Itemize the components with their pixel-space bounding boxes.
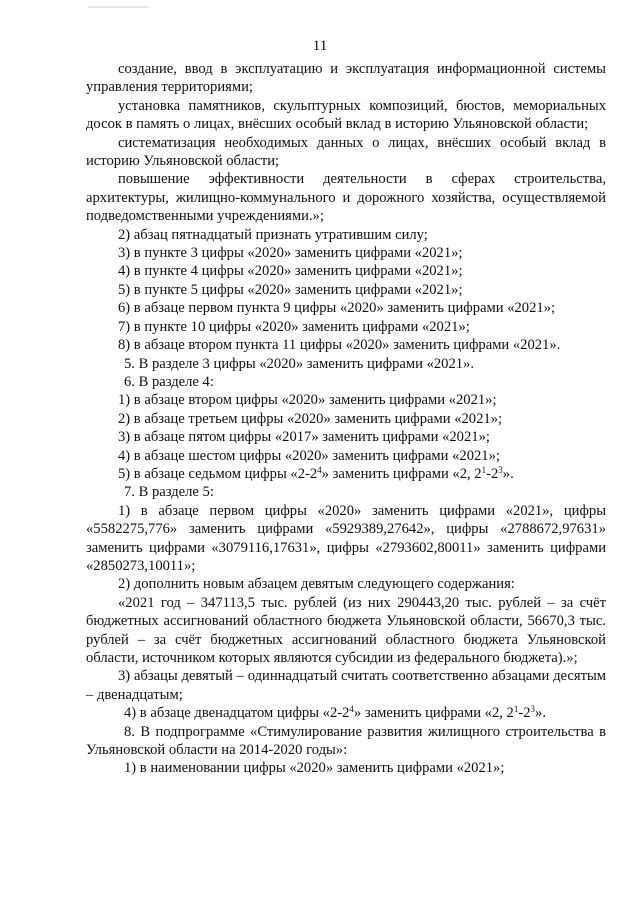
paragraph: установка памятников, скульптурных композиций, бюстов, мемориальных досок в память о лицах, внёсших особый вклад в историю Ульяновской области; bbox=[86, 97, 606, 133]
page-number: 11 bbox=[312, 38, 328, 54]
section-heading: 6. В разделе 4: bbox=[124, 373, 214, 390]
list-item: 2) абзац пятнадцатый признать утратившим силу; bbox=[118, 226, 428, 243]
section-heading: 8. В подпрограмме «Стимулирование развития жилищного строительства в Ульяновской области на 2014-2020 годы»: bbox=[86, 723, 606, 759]
list-item-superscript: 5) в абзаце седьмом цифры «$2-2^4$» заменить цифрами «2, $2^1-2^3$». bbox=[118, 464, 514, 482]
section-item: 5. В разделе 3 цифры «2020» заменить цифрами «2021». bbox=[124, 355, 474, 372]
paragraph: повышение эффективности деятельности в сферах строительства, архитектуры, жилищно-коммунального и дорожного хозяйства, осуществляемой подведомственными учреждениями.»; bbox=[86, 171, 606, 225]
list-item: 2) дополнить новым абзацем девятым следующего содержания: bbox=[118, 576, 515, 593]
list-item: 1) в абзаце втором цифры «2020» заменить цифрами «2021»; bbox=[118, 392, 497, 409]
list-item: 7) в пункте 10 цифры «2020» заменить цифрами «2021»; bbox=[118, 318, 470, 335]
list-item: 5) в пункте 5 цифры «2020» заменить цифрами «2021»; bbox=[118, 281, 463, 298]
quoted-paragraph: «2021 год – 347113,5 тыс. рублей (из них 290443,20 тыс. рублей – за счёт бюджетных ассигнований областного бюджета Ульяновской области, 56670,3 тыс. рублей – за счёт бюджетных ассигнований областного бюджета Ульяновской области, источником которых являются субсидии из федерального бюджета).»; bbox=[86, 594, 606, 666]
paragraph: создание, ввод в эксплуатацию и эксплуатация информационной системы управления территориями; bbox=[86, 61, 606, 96]
list-item-superscript: 4) в абзаце двенадцатом цифры «$2-2^4$» заменить цифрами «2, $2^1-2^3$». bbox=[124, 704, 546, 722]
list-item: 2) в абзаце третьем цифры «2020» заменить цифрами «2021»; bbox=[118, 410, 503, 427]
scan-artifact bbox=[88, 6, 148, 8]
list-item: 4) в абзаце шестом цифры «2020» заменить цифрами «2021»; bbox=[118, 447, 500, 464]
list-item: 3) абзацы девятый – одиннадцатый считать соответственно абзацами десятым – двенадцатым; bbox=[86, 668, 606, 703]
list-item: 8) в абзаце втором пункта 11 цифры «2020» заменить цифрами «2021». bbox=[118, 337, 561, 354]
list-item: 3) в пункте 3 цифры «2020» заменить цифрами «2021»; bbox=[118, 245, 463, 262]
document-body bbox=[86, 60, 606, 778]
list-item: 3) в абзаце пятом цифры «2017» заменить цифрами «2021»; bbox=[118, 429, 490, 446]
section-heading: 7. В разделе 5: bbox=[124, 484, 214, 501]
list-item: 1) в наименовании цифры «2020» заменить цифрами «2021»; bbox=[124, 760, 505, 777]
list-item: 1) в абзаце первом цифры «2020» заменить цифрами «2021», цифры «5582275,776» заменить цифрами «5929389,27642», цифры «2788672,97631» заменить цифрами «3079116,17631», цифры «2793602,80011» заменить цифрами «2850273,10011»; bbox=[86, 502, 606, 574]
paragraph: систематизация необходимых данных о лицах, внёсших особый вклад в историю Ульяновской области; bbox=[86, 134, 606, 170]
list-item: 4) в пункте 4 цифры «2020» заменить цифрами «2021»; bbox=[118, 263, 463, 280]
list-item: 6) в абзаце первом пункта 9 цифры «2020» заменить цифрами «2021»; bbox=[118, 300, 556, 317]
